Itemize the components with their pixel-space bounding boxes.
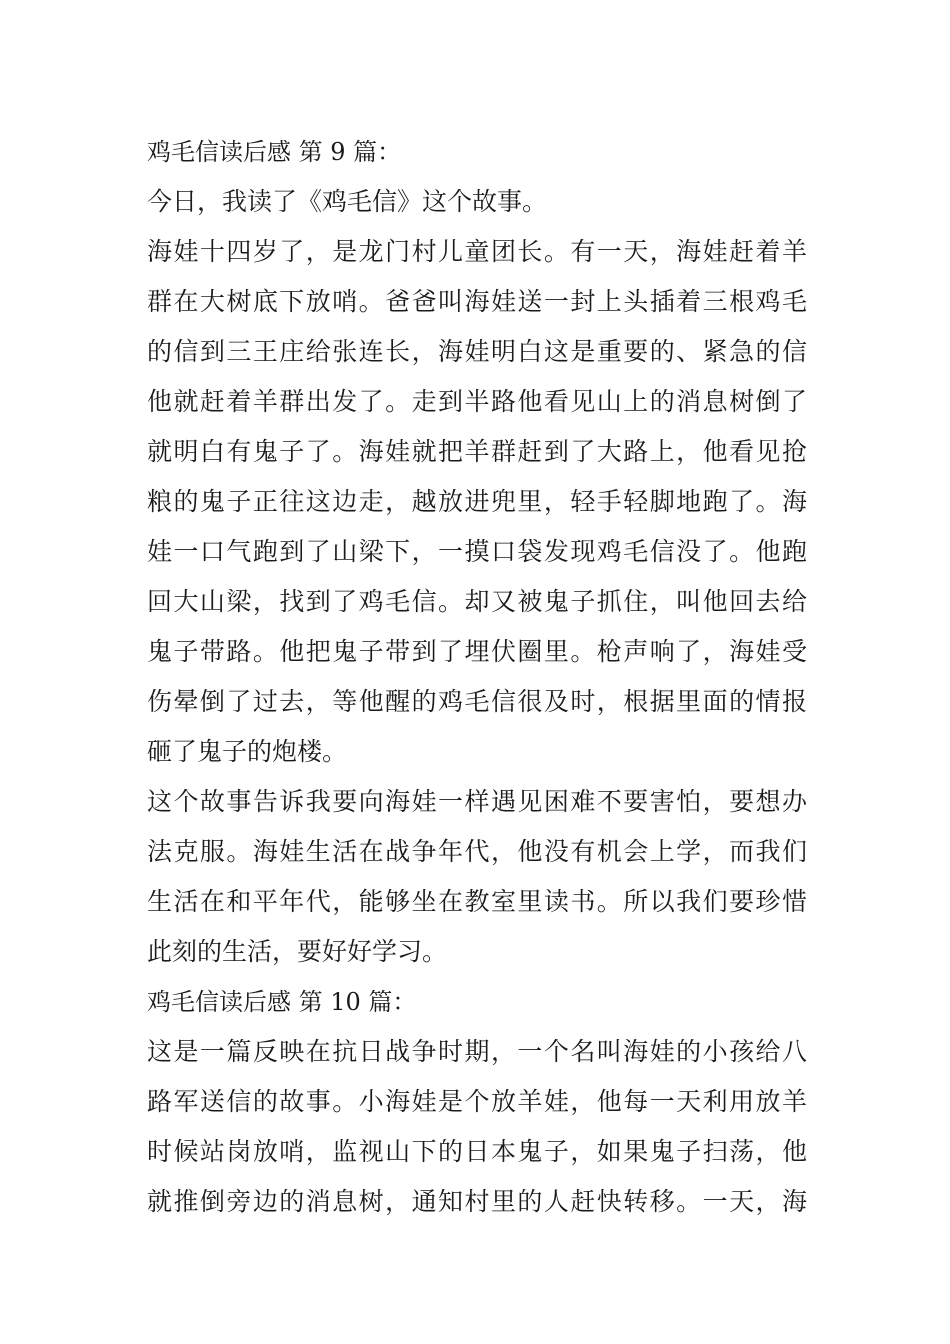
paragraph-line: 粮的鬼子正往这边走，越放进兜里，轻手轻脚地跑了。海 — [147, 487, 807, 516]
paragraph-line: 群在大树底下放哨。爸爸叫海娃送一封上头插着三根鸡毛 — [147, 287, 807, 316]
paragraph-line: 他就赶着羊群出发了。走到半路他看见山上的消息树倒了 — [147, 387, 807, 416]
paragraph-line: 伤晕倒了过去，等他醒的鸡毛信很及时，根据里面的情报 — [147, 687, 807, 716]
paragraph-line: 今日，我读了《鸡毛信》这个故事。 — [147, 187, 548, 216]
paragraph-line: 法克服。海娃生活在战争年代，他没有机会上学，而我们 — [147, 837, 807, 866]
paragraph-line: 生活在和平年代，能够坐在教室里读书。所以我们要珍惜 — [147, 887, 807, 916]
paragraph-line: 这是一篇反映在抗日战争时期，一个名叫海娃的小孩给八 — [147, 1037, 807, 1066]
paragraph-line: 的信到三王庄给张连长，海娃明白这是重要的、紧急的信 — [147, 337, 807, 366]
paragraph-line: 就推倒旁边的消息树，通知村里的人赶快转移。一天，海 — [147, 1187, 807, 1216]
paragraph-line: 时候站岗放哨，监视山下的日本鬼子，如果鬼子扫荡，他 — [147, 1137, 807, 1166]
paragraph-line: 路军送信的故事。小海娃是个放羊娃，他每一天利用放羊 — [147, 1087, 807, 1116]
section-heading-9: 鸡毛信读后感 第 9 篇： — [147, 138, 402, 166]
paragraph-line: 这个故事告诉我要向海娃一样遇见困难不要害怕，要想办 — [147, 787, 807, 816]
paragraph-line: 此刻的生活，要好好学习。 — [147, 937, 448, 966]
paragraph-line: 海娃十四岁了，是龙门村儿童团长。有一天，海娃赶着羊 — [147, 237, 807, 266]
paragraph-line: 就明白有鬼子了。海娃就把羊群赶到了大路上，他看见抢 — [147, 437, 807, 466]
paragraph-line: 娃一口气跑到了山梁下，一摸口袋发现鸡毛信没了。他跑 — [147, 537, 807, 566]
paragraph-line: 回大山梁，找到了鸡毛信。却又被鬼子抓住，叫他回去给 — [147, 587, 807, 616]
section-heading-10: 鸡毛信读后感 第 10 篇： — [147, 988, 417, 1016]
paragraph-line: 砸了鬼子的炮楼。 — [147, 737, 348, 766]
paragraph-line: 鬼子带路。他把鬼子带到了埋伏圈里。枪声响了，海娃受 — [147, 637, 807, 666]
